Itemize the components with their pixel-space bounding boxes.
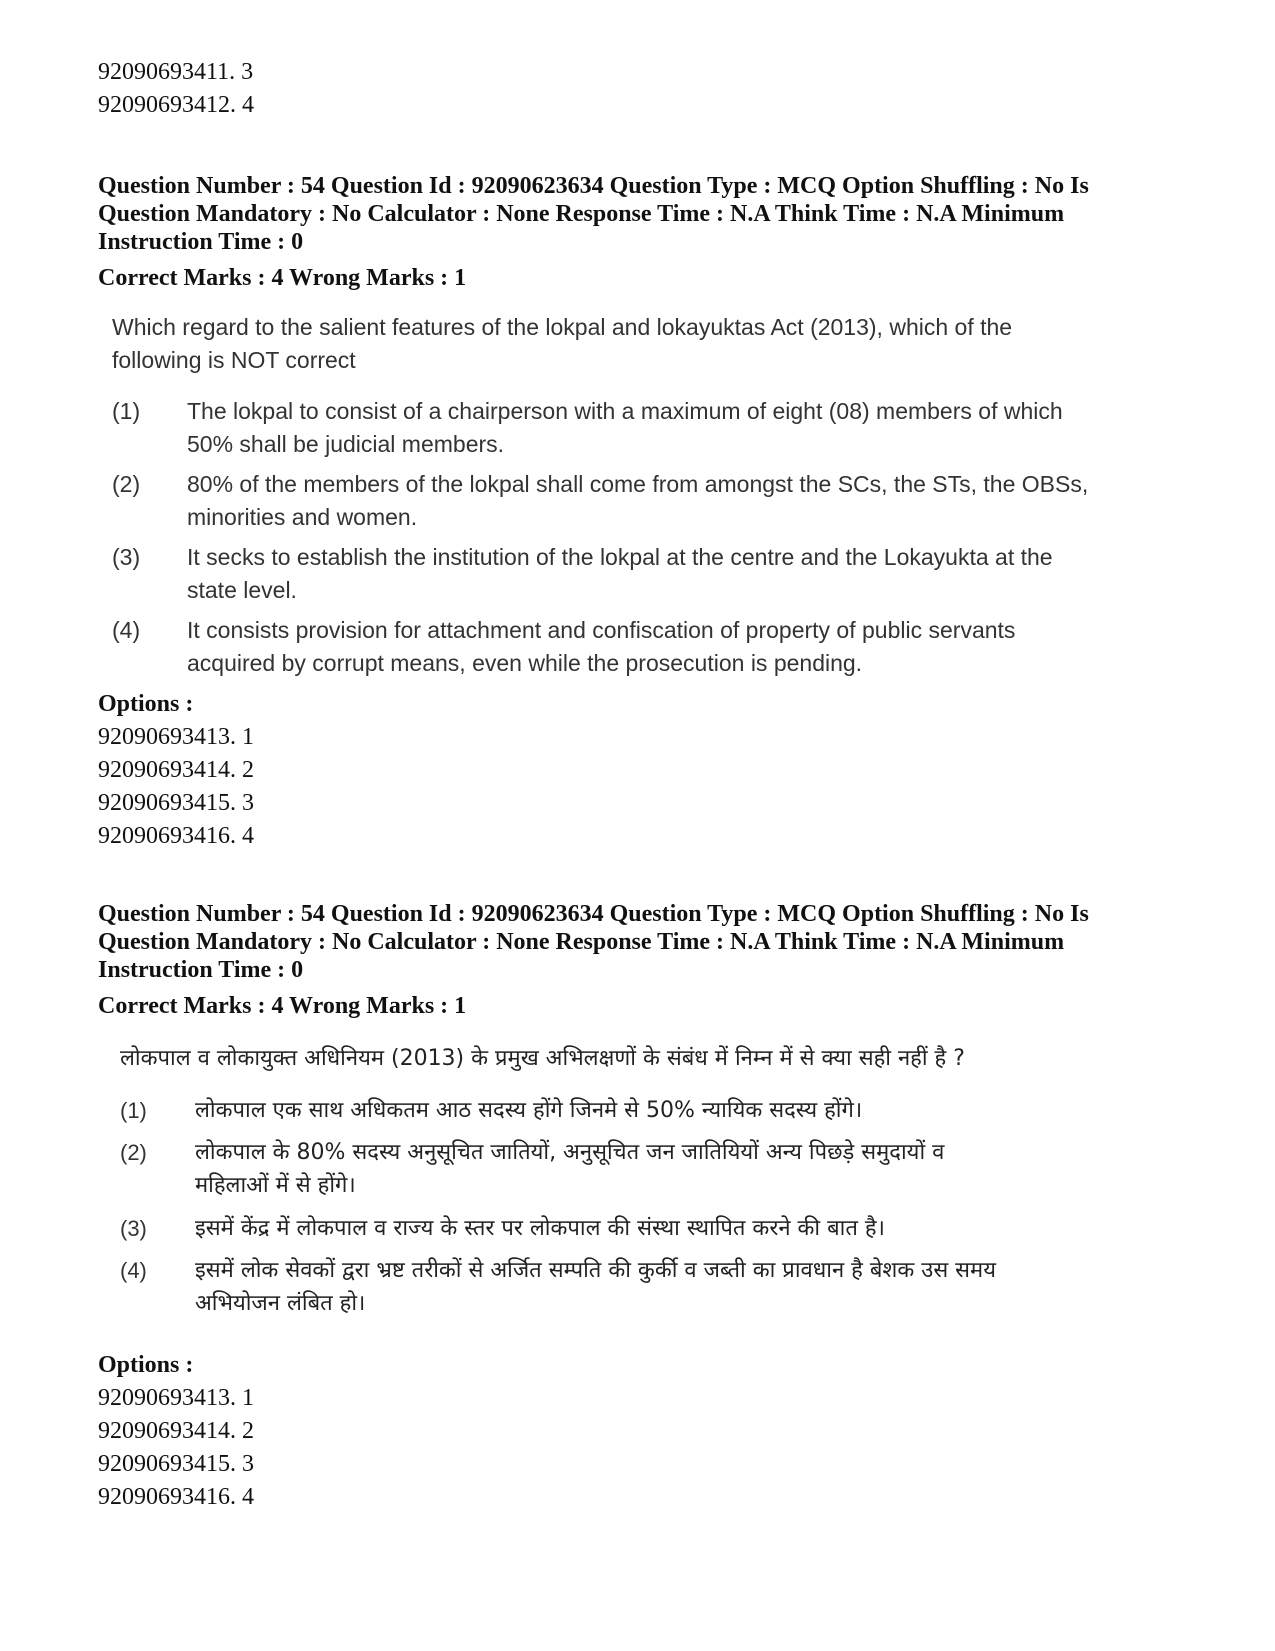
prev-options-list	[98, 56, 1178, 122]
choice-item	[112, 395, 1147, 461]
choice-item	[112, 468, 1147, 534]
options-label: Options :	[98, 691, 194, 717]
choice-line: minorities and women.	[187, 504, 418, 530]
choice-line: 50% shall be judicial members.	[187, 431, 505, 457]
choice-number: (3)	[112, 544, 141, 570]
marks-line: Correct Marks : 4 Wrong Marks : 1	[98, 265, 467, 291]
meta-line: Question Number : 54 Question Id : 92090623634 Question Type : MCQ Option Shuffling : No Is	[98, 173, 1089, 199]
question-meta	[98, 172, 1178, 256]
choice-text	[187, 541, 1147, 607]
choice-item	[120, 1136, 1110, 1206]
choice-number: (2)	[120, 1140, 147, 1165]
choice-item	[112, 541, 1147, 607]
choice-line: इसमें लोक सेवकों द्वरा भ्रष्ट तरीकों से अर्जित सम्पति की कुर्की व जब्ती का प्रावधान है बेशक उस समय	[195, 1258, 996, 1283]
choice-number: (4)	[120, 1258, 147, 1283]
meta-line: Question Mandatory : No Calculator : None Response Time : N.A Think Time : N.A Minimum	[98, 201, 1065, 227]
choice-line: लोकपाल एक साथ अधिकतम आठ सदस्य होंगे जिनमे से 50% न्यायिक सदस्य होंगे।	[195, 1098, 863, 1123]
option-line: 92090693414. 2	[98, 757, 254, 783]
choice-line: 80% of the members of the lokpal shall come from amongst the SCs, the STs, the OBSs,	[187, 471, 1089, 497]
option-line: 92090693416. 4	[98, 823, 254, 849]
choice-line: It consists provision for attachment and confiscation of property of public servants	[187, 617, 1016, 643]
option-line: 92090693415. 3	[98, 790, 254, 816]
question-marks	[98, 262, 1178, 295]
choice-line: लोकपाल के 80% सदस्य अनुसूचित जातियों, अनुसूचित जन जातियियों अन्य पिछड़े समुदायों व	[195, 1140, 945, 1165]
choice-line: acquired by corrupt means, even while the prosecution is pending.	[187, 650, 863, 676]
option-line: 92090693416. 4	[98, 1484, 254, 1510]
choice-text	[187, 468, 1147, 534]
option-line: 92090693411. 3	[98, 59, 254, 85]
choice-number: (2)	[112, 471, 141, 497]
meta-line: Instruction Time : 0	[98, 957, 304, 983]
choice-text	[195, 1212, 1110, 1245]
question-stem	[112, 311, 1147, 377]
option-line: 92090693415. 3	[98, 1451, 254, 1477]
options-label: Options :	[98, 1352, 194, 1378]
choice-item	[112, 614, 1147, 680]
choice-line: अभियोजन लंबित हो।	[195, 1291, 366, 1316]
marks-line: Correct Marks : 4 Wrong Marks : 1	[98, 993, 467, 1019]
choice-item	[120, 1254, 1110, 1324]
choice-line: इसमें केंद्र में लोकपाल व राज्य के स्तर पर लोकपाल की संस्था स्थापित करने की बात है।	[195, 1216, 885, 1241]
options-section	[98, 688, 1178, 853]
choice-text	[195, 1254, 1110, 1320]
choice-number: (1)	[120, 1098, 147, 1123]
stem-line: लोकपाल व लोकायुक्त अधिनियम (2013) के प्रमुख अभिलक्षणों के संबंध में निम्न में से क्या सही नहीं है ?	[120, 1046, 965, 1071]
choice-text	[187, 395, 1147, 461]
choice-number: (3)	[120, 1216, 147, 1241]
choice-text	[195, 1094, 1110, 1127]
stem-line: following is NOT correct	[112, 347, 356, 373]
question-marks	[98, 990, 1178, 1023]
choice-line: It secks to establish the institution of the lokpal at the centre and the Lokayukta at the	[187, 544, 1053, 570]
option-line: 92090693412. 4	[98, 92, 254, 118]
option-line: 92090693413. 1	[98, 724, 254, 750]
choice-item	[120, 1094, 1110, 1130]
stem-line: Which regard to the salient features of the lokpal and lokayuktas Act (2013), which of the	[112, 314, 1013, 340]
choice-number: (1)	[112, 398, 141, 424]
option-line: 92090693413. 1	[98, 1385, 254, 1411]
choice-number: (4)	[112, 617, 141, 643]
choice-line: state level.	[187, 577, 297, 603]
choice-line: महिलाओं में से होंगे।	[195, 1173, 356, 1198]
question-meta	[98, 900, 1178, 984]
meta-line: Question Number : 54 Question Id : 92090623634 Question Type : MCQ Option Shuffling : No Is	[98, 901, 1089, 927]
meta-line: Question Mandatory : No Calculator : None Response Time : N.A Think Time : N.A Minimum	[98, 929, 1065, 955]
question-stem	[120, 1042, 1120, 1075]
choice-text	[187, 614, 1147, 680]
options-section	[98, 1349, 1178, 1514]
option-line: 92090693414. 2	[98, 1418, 254, 1444]
choice-line: The lokpal to consist of a chairperson with a maximum of eight (08) members of which	[187, 398, 1063, 424]
meta-line: Instruction Time : 0	[98, 229, 304, 255]
choice-item	[120, 1212, 1110, 1248]
choice-text	[195, 1136, 1110, 1202]
